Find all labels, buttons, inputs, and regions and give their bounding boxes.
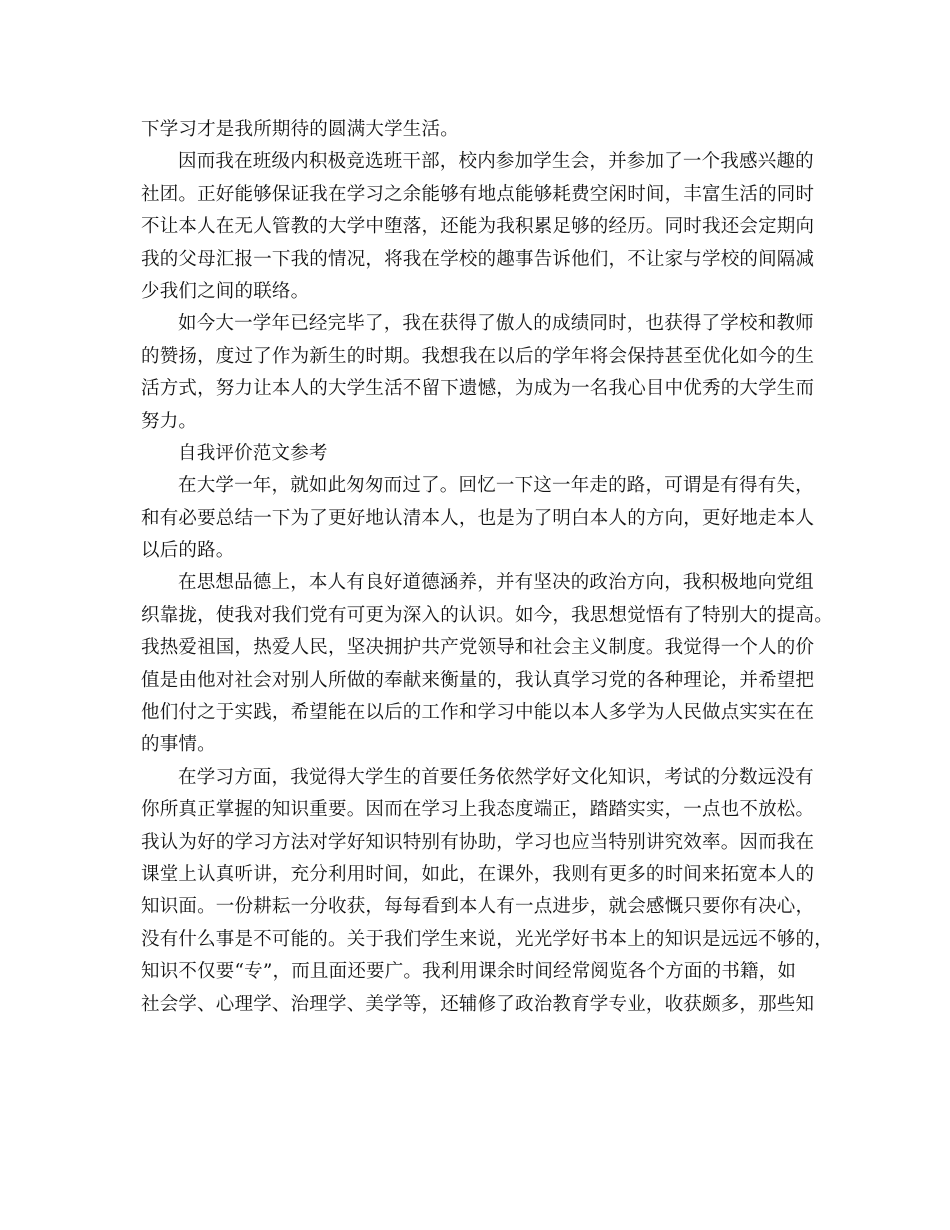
text-line: 如今大一学年已经完毕了，我在获得了傲人的成绩同时，也获得了学校和教师	[178, 313, 814, 335]
text-line: 织靠拢，使我对我们党有可更为深入的认识。如今，我思想觉悟有了特别大的提高。	[141, 604, 833, 626]
text-line: 知识不仅要“专”，而且面还要广。我利用课余时间经常阅览各个方面的书籍，如	[141, 961, 797, 983]
text-line: 和有必要总结一下为了更好地认清本人，也是为了明白本人的方向，更好地走本人	[141, 507, 815, 529]
text-line: 的赞扬，度过了作为新生的时期。我想我在以后的学年将会保持甚至优化如今的生	[141, 345, 815, 367]
text-line: 他们付之于实践，希望能在以后的工作和学习中能以本人多学为人民做点实实在在	[141, 702, 815, 724]
text-line: 在思想品德上，本人有良好道德涵养，并有坚决的政治方向，我积极地向党组	[178, 572, 814, 594]
text-line: 努力。	[141, 410, 198, 432]
text-line: 社会学、心理学、治理学、美学等，还辅修了政治教育学专业，收获颇多，那些知	[141, 993, 815, 1015]
text-line: 我的父母汇报一下我的情况，将我在学校的趣事告诉他们，不让家与学校的间隔减	[141, 248, 815, 270]
text-line: 社团。正好能够保证我在学习之余能够有地点能够耗费空闲时间，丰富生活的同时	[141, 183, 815, 205]
text-line: 少我们之间的联络。	[141, 280, 310, 302]
text-line: 我热爱祖国，热爱人民，坚决拥护共产党领导和社会主义制度。我觉得一个人的价	[141, 637, 815, 659]
text-line: 我认为好的学习方法对学好知识特别有协助，学习也应当特别讲究效率。因而我在	[141, 831, 815, 853]
section-heading: 自我评价范文参考	[178, 442, 328, 464]
text-line: 以后的路。	[141, 540, 235, 562]
text-line: 因而我在班级内积极竞选班干部，校内参加学生会，并参加了一个我感兴趣的	[178, 151, 814, 173]
text-line: 活方式，努力让本人的大学生活不留下遗憾，为成为一名我心目中优秀的大学生而	[141, 378, 815, 400]
text-line: 知识面。一份耕耘一分收获，每每看到本人有一点进步，就会感慨只要你有决心，	[141, 896, 815, 918]
text-line: 没有什么事是不可能的。关于我们学生来说，光光学好书本上的知识是远远不够的，	[141, 928, 833, 950]
document-body	[141, 114, 833, 1021]
text-line: 不让本人在无人管教的大学中堕落，还能为我积累足够的经历。同时我还会定期向	[141, 216, 815, 238]
text-line: 在大学一年，就如此匆匆而过了。回忆一下这一年走的路，可谓是有得有失，	[178, 475, 814, 497]
text-line: 课堂上认真听讲，充分利用时间，如此，在课外，我则有更多的时间来拓宽本人的	[141, 863, 815, 885]
text-line: 下学习才是我所期待的圆满大学生活。	[141, 119, 459, 140]
text-line: 的事情。	[141, 734, 216, 756]
text-line: 你所真正掌握的知识重要。因而在学习上我态度端正，踏踏实实，一点也不放松。	[141, 799, 815, 821]
text-line: 在学习方面，我觉得大学生的首要任务依然学好文化知识，考试的分数远没有	[178, 766, 814, 788]
text-line: 值是由他对社会对别人所做的奉献来衡量的，我认真学习党的各种理论，并希望把	[141, 669, 815, 691]
